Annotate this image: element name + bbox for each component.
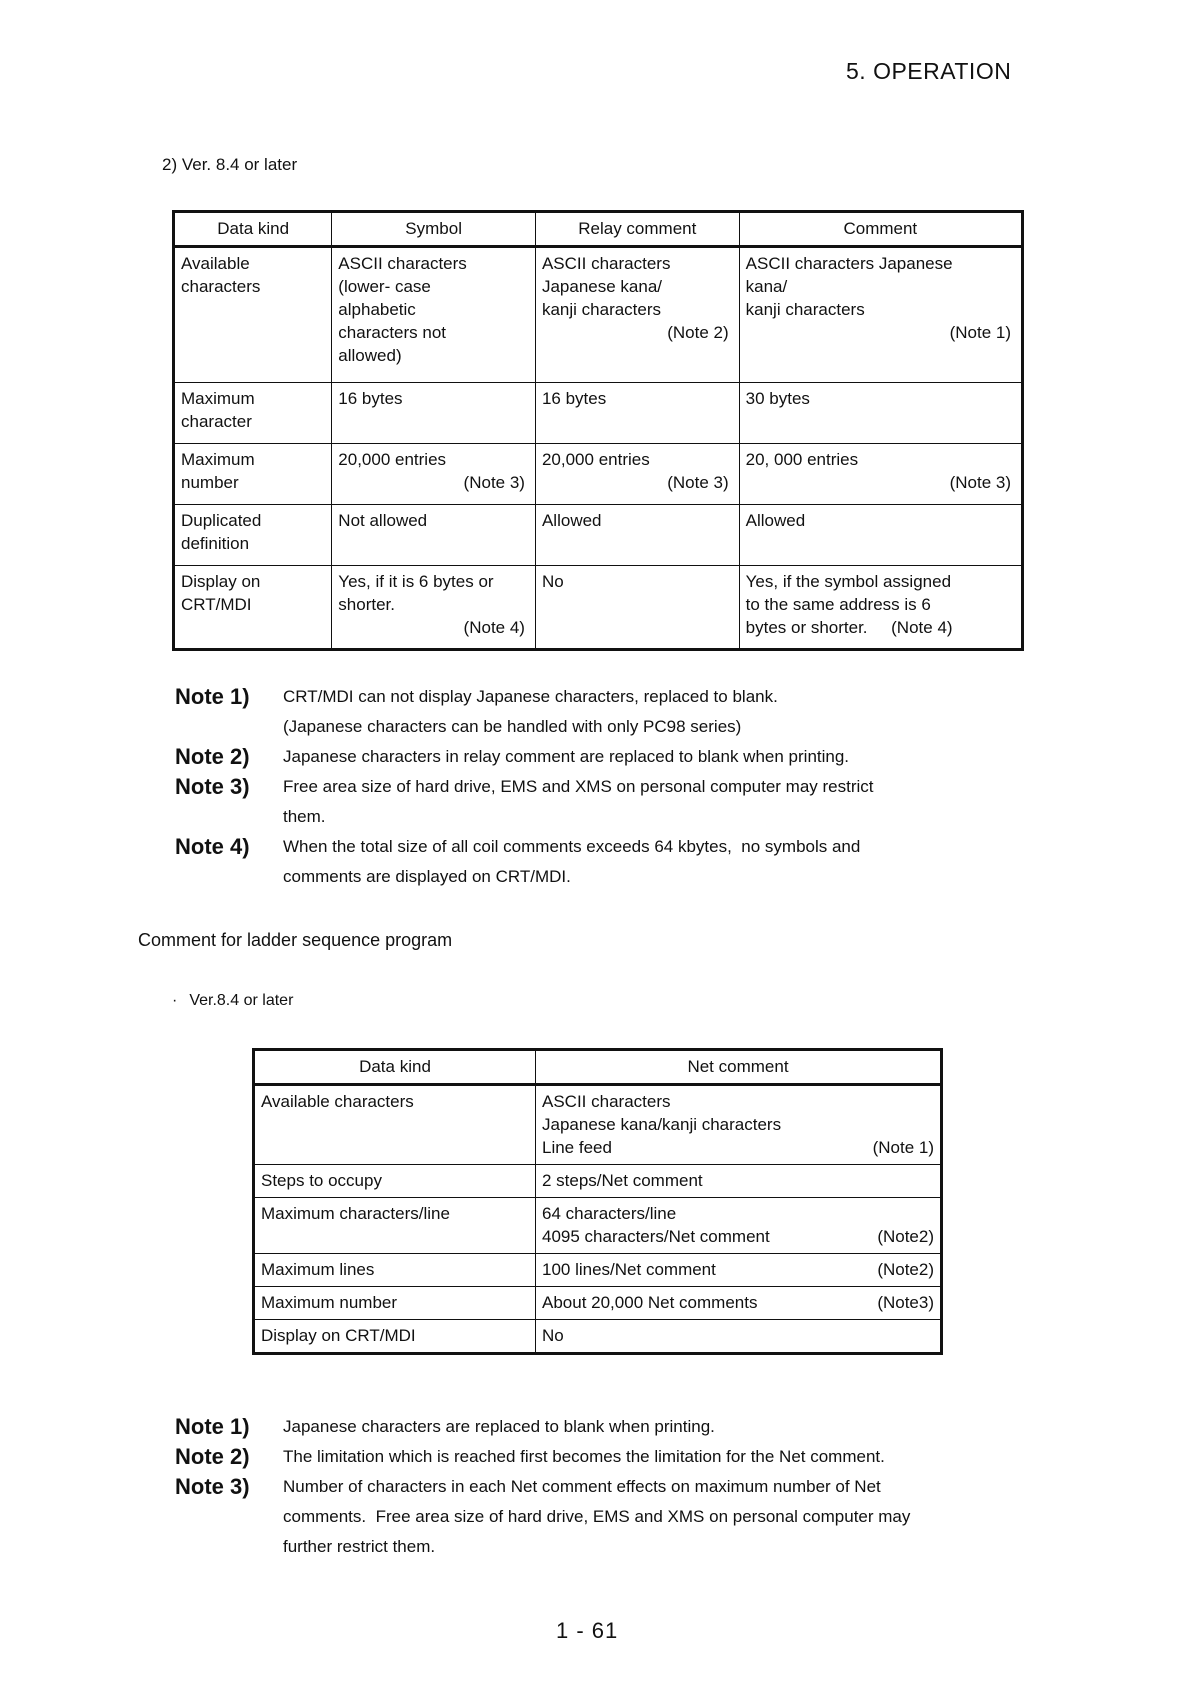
relay-comment-cell: ASCII characters Japanese kana/ kanji characters (Note 2) xyxy=(535,247,739,383)
comment-cell: Yes, if the symbol assigned to the same address is 6 bytes or shorter. (Note 4) xyxy=(739,566,1022,650)
row-label: Maximum characters/line xyxy=(254,1198,536,1254)
net-comment-cell: No xyxy=(536,1320,942,1354)
comment-cell: 30 bytes xyxy=(739,383,1022,444)
table-row xyxy=(254,1198,942,1254)
note-reference: (Note 1) xyxy=(949,323,1011,342)
net-comment-cell: ASCII characters Japanese kana/kanji characters Line feed (Note 1) xyxy=(536,1085,942,1165)
subsection-title: 2) Ver. 8.4 or later xyxy=(162,155,298,174)
note-item xyxy=(175,772,1055,832)
symbol-cell: 20,000 entries (Note 3) xyxy=(332,444,536,505)
table-header-row xyxy=(254,1050,942,1085)
note-label: Note 1) xyxy=(175,684,250,709)
note-item xyxy=(175,832,1055,892)
section-heading: Comment for ladder sequence program xyxy=(138,930,453,950)
row-label: Steps to occupy xyxy=(254,1165,536,1198)
note-text: further restrict them. xyxy=(283,1537,436,1556)
note-item xyxy=(175,1442,1055,1472)
note-text: When the total size of all coil comments exceeds 64 kbytes, no symbols and xyxy=(283,837,861,856)
note-label: Note 1) xyxy=(175,1414,250,1439)
page-number: 1 - 61 xyxy=(556,1618,619,1643)
table-row xyxy=(174,505,1023,566)
comment-cell: ASCII characters Japanese kana/ kanji characters (Note 1) xyxy=(739,247,1022,383)
note-reference: (Note3) xyxy=(877,1293,934,1312)
note-label: Note 2) xyxy=(175,1444,250,1469)
note-reference: (Note 4) xyxy=(463,618,525,637)
bullet-icon: · xyxy=(172,992,178,1009)
row-label: Maximum lines xyxy=(254,1254,536,1287)
table-row xyxy=(254,1287,942,1320)
table-row xyxy=(174,383,1023,444)
table2-notes xyxy=(175,1412,1055,1562)
row-label: Maximum number xyxy=(174,444,332,505)
table-row xyxy=(174,444,1023,505)
data-kind-table xyxy=(172,210,1024,651)
note-label: Note 3) xyxy=(175,1474,250,1499)
relay-comment-cell: 16 bytes xyxy=(535,383,739,444)
comment-cell: 20, 000 entries (Note 3) xyxy=(739,444,1022,505)
note-item xyxy=(175,1412,1055,1442)
version-bullet xyxy=(172,992,293,1010)
note-label: Note 4) xyxy=(175,834,250,859)
symbol-cell: 16 bytes xyxy=(332,383,536,444)
symbol-cell: ASCII characters (lower- case alphabetic characters not allowed) xyxy=(332,247,536,383)
note-text: The limitation which is reached first becomes the limitation for the Net comment. xyxy=(283,1447,885,1466)
column-header: Data kind xyxy=(174,212,332,247)
note-text: them. xyxy=(283,807,326,826)
table-row xyxy=(254,1254,942,1287)
note-item xyxy=(175,682,1055,742)
note-text: Japanese characters are replaced to blank when printing. xyxy=(283,1417,715,1436)
table-row xyxy=(254,1320,942,1354)
note-reference: (Note 3) xyxy=(667,473,729,492)
net-comment-cell: About 20,000 Net comments (Note3) xyxy=(536,1287,942,1320)
row-label: Maximum number xyxy=(254,1287,536,1320)
note-text: Number of characters in each Net comment effects on maximum number of Net xyxy=(283,1477,881,1496)
note-reference: (Note2) xyxy=(877,1227,934,1246)
table-row xyxy=(174,566,1023,650)
note-reference: (Note 3) xyxy=(463,473,525,492)
row-label: Maximum character xyxy=(174,383,332,444)
net-comment-cell: 100 lines/Net comment (Note2) xyxy=(536,1254,942,1287)
column-header: Symbol xyxy=(332,212,536,247)
note-text: Free area size of hard drive, EMS and XMS on personal computer may restrict xyxy=(283,777,874,796)
relay-comment-cell: 20,000 entries (Note 3) xyxy=(535,444,739,505)
note-reference: (Note 3) xyxy=(949,473,1011,492)
row-label: Available characters xyxy=(254,1085,536,1165)
relay-comment-cell: No xyxy=(535,566,739,650)
note-text: comments are displayed on CRT/MDI. xyxy=(283,867,571,886)
net-comment-table xyxy=(252,1048,943,1355)
column-header: Comment xyxy=(739,212,1022,247)
column-header: Data kind xyxy=(254,1050,536,1085)
column-header: Net comment xyxy=(536,1050,942,1085)
note-label: Note 2) xyxy=(175,744,250,769)
note-text: (Japanese characters can be handled with only PC98 series) xyxy=(283,717,742,736)
row-label: Display on CRT/MDI xyxy=(254,1320,536,1354)
note-reference: (Note 2) xyxy=(667,323,729,342)
table-row xyxy=(174,247,1023,383)
note-reference: (Note2) xyxy=(877,1260,934,1279)
net-comment-cell: 2 steps/Net comment xyxy=(536,1165,942,1198)
comment-cell: Allowed xyxy=(739,505,1022,566)
chapter-header: 5. OPERATION xyxy=(846,58,1012,84)
relay-comment-cell: Allowed xyxy=(535,505,739,566)
table-row xyxy=(254,1085,942,1165)
note-text: Japanese characters in relay comment are replaced to blank when printing. xyxy=(283,747,850,766)
table1-notes xyxy=(175,682,1055,892)
row-label: Display on CRT/MDI xyxy=(174,566,332,650)
row-label: Available characters xyxy=(174,247,332,383)
note-item xyxy=(175,1472,1055,1562)
symbol-cell: Yes, if it is 6 bytes or shorter. (Note 4) xyxy=(332,566,536,650)
table-row xyxy=(254,1165,942,1198)
row-label: Duplicated definition xyxy=(174,505,332,566)
symbol-cell: Not allowed xyxy=(332,505,536,566)
version-label: Ver.8.4 or later xyxy=(189,992,294,1009)
note-text: CRT/MDI can not display Japanese characters, replaced to blank. xyxy=(283,687,778,706)
net-comment-cell: 64 characters/line 4095 characters/Net comment (Note2) xyxy=(536,1198,942,1254)
note-item xyxy=(175,742,1055,772)
note-label: Note 3) xyxy=(175,774,250,799)
table-header-row xyxy=(174,212,1023,247)
column-header: Relay comment xyxy=(535,212,739,247)
note-text: comments. Free area size of hard drive, EMS and XMS on personal computer may xyxy=(283,1507,911,1526)
note-reference: (Note 1) xyxy=(872,1138,934,1157)
